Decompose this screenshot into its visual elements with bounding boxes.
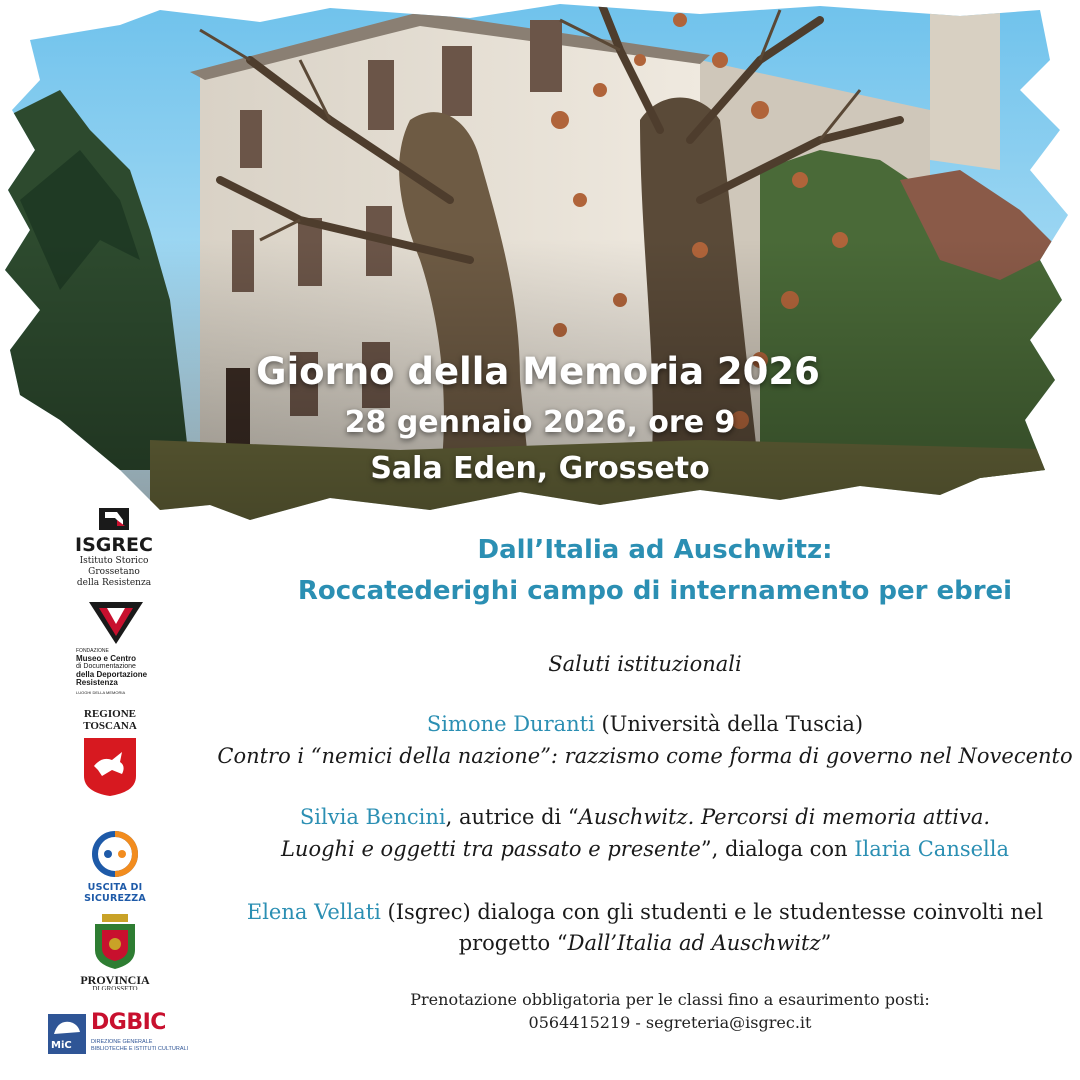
speaker-3-line-1 xyxy=(210,896,1080,928)
dgbic-name: DGBIC xyxy=(91,1010,166,1035)
isgrec-logo xyxy=(62,508,166,589)
dgbic-subtitle xyxy=(91,1039,191,1053)
isgrec-mark-icon xyxy=(99,508,129,530)
speaker-1-affiliation: (Università della Tuscia) xyxy=(594,712,864,736)
headline-line-2: Roccatederighi campo di internamento per ebrei xyxy=(297,576,1013,606)
regione-line-2: TOSCANA xyxy=(83,720,137,732)
dgbic-logo xyxy=(48,1012,188,1056)
speaker-3-project: Dall’Italia ad Auschwitz xyxy=(567,931,821,955)
isgrec-sub-1: Istituto Storico Grossetano xyxy=(79,556,149,577)
speaker-2-pre: , autrice di “ xyxy=(445,805,579,829)
speaker-3-line-2 xyxy=(210,927,1080,959)
provincia-grosseto-logo xyxy=(80,914,150,990)
regione-line-1: REGIONE xyxy=(84,708,136,720)
speaker-2-book-1: Auschwitz. Percorsi di memoria attiva. xyxy=(578,805,991,829)
museo-line-3: di Documentazione xyxy=(76,663,136,670)
booking-contacts: 0564415219 - segreteria@isgrec.it xyxy=(528,1013,812,1032)
event-title: Giorno della Memoria 2026 xyxy=(256,350,820,393)
speaker-2-line-2 xyxy=(210,833,1080,865)
regione-toscana-logo xyxy=(78,708,142,802)
museo-line-5: Resistenza xyxy=(76,678,118,687)
event-date: 28 gennaio 2026, ore 9 xyxy=(344,405,736,440)
speaker-3-text-2: progetto “ xyxy=(458,931,568,955)
speaker-3-text-3: ” xyxy=(820,931,832,955)
speaker-1-line xyxy=(210,708,1080,740)
provincia-line-2: DI GROSSETO xyxy=(92,986,138,990)
mic-emblem-icon xyxy=(48,1014,86,1040)
mic-badge xyxy=(48,1014,86,1054)
speaker-2-mid: ”, dialoga con xyxy=(700,837,855,861)
booking-note xyxy=(280,988,1060,1034)
museo-line-4: della Deportazione xyxy=(76,670,148,679)
museo-line-6: LUOGHI DELLA MEMORIA xyxy=(76,690,126,695)
museo-triangle-icon xyxy=(89,602,143,644)
speaker-2-name: Silvia Bencini xyxy=(299,805,446,829)
mic-label: MiC xyxy=(51,1040,72,1051)
speaker-3-name: Elena Vellati xyxy=(246,900,381,924)
uscita-di-sicurezza-logo xyxy=(56,830,174,904)
speaker-2-book-2: Luoghi e oggetti tra passato e presente xyxy=(280,837,701,861)
museo-line-2: Museo e Centro xyxy=(76,654,137,663)
speaker-2-line-1 xyxy=(210,801,1080,833)
speaker-3-text-1: (Isgrec) dialoga con gli studenti e le studentesse coinvolti nel xyxy=(380,900,1044,924)
headline-line-1: Dall’Italia ad Auschwitz: xyxy=(477,535,833,565)
dgbic-sub-2: BIBLIOTECHE E ISTITUTI CULTURALI xyxy=(91,1046,189,1052)
booking-line-1: Prenotazione obbligatoria per le classi fino a esaurimento posti: xyxy=(410,990,930,1009)
museo-deportazione-logo xyxy=(76,602,156,695)
speaker-2-guest: Ilaria Cansella xyxy=(854,837,1010,861)
museo-line-1: FONDAZIONE xyxy=(76,648,109,654)
speaker-1-name: Simone Duranti xyxy=(426,712,595,736)
event-place: Sala Eden, Grosseto xyxy=(370,451,710,486)
pegasus-shield-icon xyxy=(82,736,138,798)
isgrec-name: ISGREC xyxy=(75,534,153,556)
greetings: Saluti istituzionali xyxy=(548,652,742,676)
dgbic-sub-1: DIREZIONE GENERALE xyxy=(91,1039,153,1045)
speaker-1-talk: Contro i “nemici della nazione”: razzismo come forma di governo nel Novecento xyxy=(217,744,1073,768)
provincia-crest-icon xyxy=(90,914,140,970)
uscita-circles-icon xyxy=(85,830,145,878)
provincia-line-1: PROVINCIA xyxy=(80,973,150,987)
isgrec-sub-2: della Resistenza xyxy=(76,578,152,588)
uscita-label: USCITA DI SICUREZZA xyxy=(84,882,146,904)
